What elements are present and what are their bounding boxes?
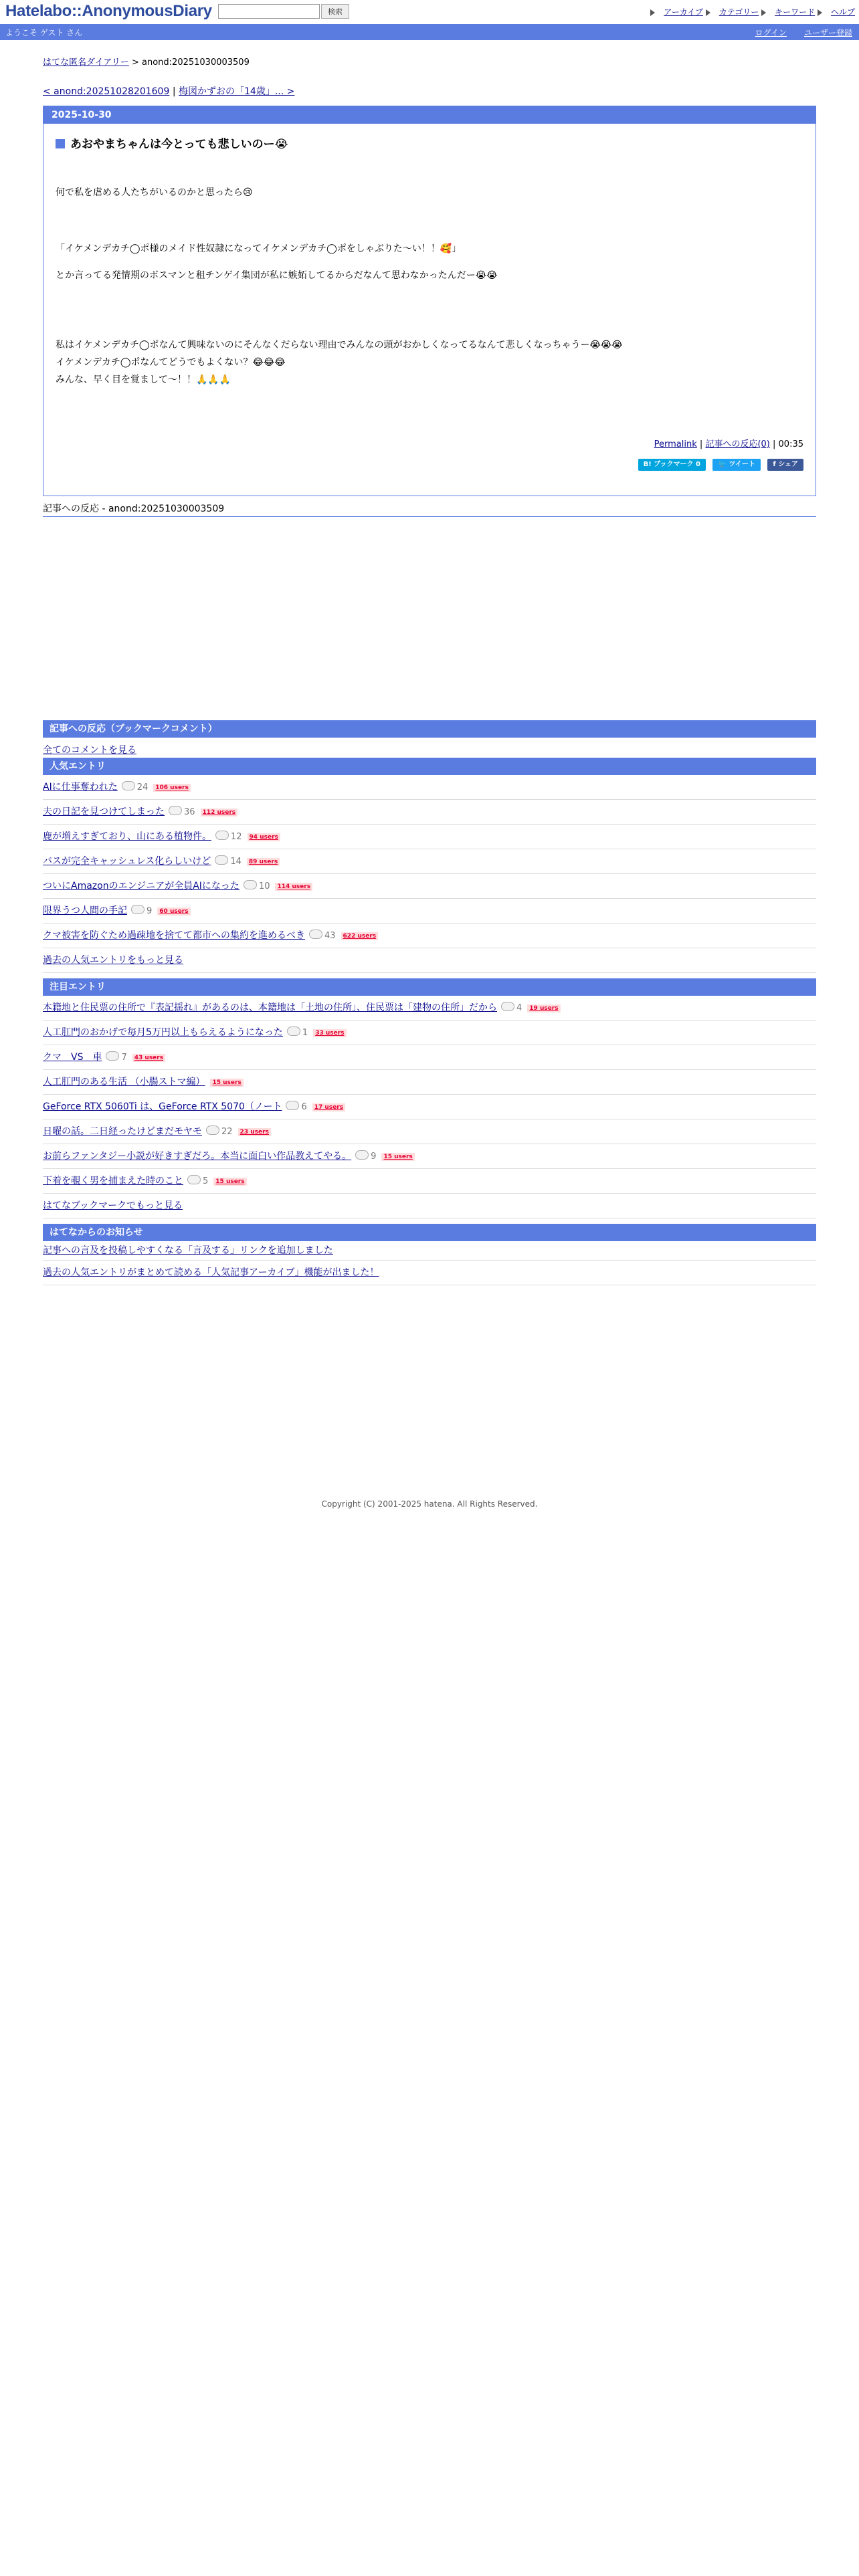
entry-link[interactable]: 限界うつ人間の手記 [43,905,127,916]
bookmark-users-badge[interactable]: 15 users [381,1153,414,1161]
comment-count: 7 [121,1053,127,1063]
entry-link[interactable]: 夫の日記を見つけてしまった [43,807,165,817]
comment-bubble-icon [286,1101,299,1110]
entry-row [43,800,816,825]
entry-link[interactable]: クマ VS 車 [43,1052,102,1063]
entry-line: みんな、早く目を覚まして〜！！🙏🙏🙏 [56,374,231,385]
comment-bubble-icon [122,781,135,790]
comment-count: 5 [203,1176,209,1186]
comment-bubble-icon [215,831,229,840]
nav-keyword-link[interactable]: キーワード [775,7,816,17]
entry-line: 何で私を虐める人たちがいるのかと思ったら😢 [56,187,253,198]
prev-entry-link[interactable]: < anond:20251028201609 [43,86,170,97]
entry-row [43,1045,816,1070]
welcome-bar [0,24,859,40]
hatena-bookmark-button[interactable]: B! ブックマーク 0 [638,459,706,471]
login-link[interactable]: ログイン [755,28,787,37]
main-content [43,55,816,1285]
entry-link[interactable]: ついにAmazonのエンジニアが全員AIになった [43,881,240,891]
breadcrumb-separator: > [128,58,142,68]
comment-count: 36 [184,807,195,817]
entry-link[interactable]: 本籍地と住民票の住所で『表記揺れ』があるのは、本籍地は「土地の住所」、住民票は「建物の住所」だから [43,1002,497,1013]
entry-link[interactable]: 下着を覗く男を捕まえた時のこと [43,1176,183,1186]
entry-link[interactable]: 人工肛門のある生活 （小腸ストマ編） [43,1077,205,1087]
reaction-header: 記事への反応 - anond:20251030003509 [43,502,816,517]
entry-link[interactable]: 日曜の話。二日経ったけどまだモヤモ [43,1126,202,1137]
entry-nav-separator: | [169,86,179,97]
breadcrumb-home-link[interactable]: はてな匿名ダイアリー [43,58,129,68]
entry-date: 2025-10-30 [43,106,816,124]
entry-row [43,899,816,924]
bookmark-users-badge[interactable]: 114 users [275,883,312,891]
breadcrumb [43,55,816,70]
search-input[interactable] [218,4,320,19]
comment-count: 1 [302,1028,308,1038]
bookmark-users-badge[interactable]: 17 users [312,1103,345,1111]
permalink-link[interactable]: Permalink [654,439,697,449]
site-logo[interactable]: Hatelabo::AnonymousDiary [5,2,212,20]
register-link[interactable]: ユーザー登録 [803,28,852,37]
twitter-bird-icon: 🐦 [718,461,729,468]
bookmark-users-badge[interactable]: 43 users [132,1054,165,1062]
entry-row [43,1119,816,1144]
nav-archive-link[interactable]: アーカイブ [664,7,703,17]
entry-row [43,1070,816,1095]
next-entry-link[interactable]: 梅図かずおの「14歳」... > [179,86,295,97]
bookmark-users-badge[interactable]: 15 users [210,1079,243,1087]
comment-count: 14 [230,857,242,867]
tweet-button[interactable] [712,459,760,471]
comment-count: 9 [371,1152,377,1162]
bookmark-users-badge[interactable]: 15 users [213,1178,246,1186]
entry-link[interactable]: GeForce RTX 5060Ti は、GeForce RTX 5070（ノート [43,1101,282,1112]
comment-bubble-icon [106,1051,119,1061]
square-bullet-icon [56,139,65,148]
news-row [43,1241,816,1261]
bookmark-users-badge[interactable]: 94 users [248,833,280,841]
entry-line: 私はイケメンデカチ◯ポなんて興味ないのにそんなくだらない理由でみんなの頭がおかしくなってるなんて悲しくなっちゃうー😭😭😭 [56,340,623,350]
popular-more-link[interactable]: 過去の人気エントリをもっと見る [43,955,183,966]
comment-count: 6 [301,1102,307,1112]
arrow-right-icon [761,9,766,16]
entry-nav [43,84,816,103]
facebook-share-button[interactable] [767,459,803,471]
entry-row [43,825,816,849]
hot-entries-list [43,996,816,1194]
welcome-text: ようこそ ゲスト さん [5,28,83,37]
entry-title-text: あおやまちゃんは今とっても悲しいのー😭 [70,138,288,151]
reaction-spacer [43,517,816,720]
bookmark-users-badge[interactable]: 106 users [153,784,191,792]
entry-row [43,924,816,948]
popular-entries-list [43,775,816,948]
popular-more-row [43,948,816,973]
comment-bubble-icon [187,1175,201,1184]
comment-bubble-icon [215,855,228,865]
entry-link[interactable]: AIに仕事奪われた [43,782,118,792]
comment-bubble-icon [501,1002,514,1011]
bookmark-comments-header: 記事への反応（ブックマークコメント） [43,720,816,738]
comment-count: 43 [324,931,336,941]
entry-line: とか言ってる発情期のボスマンと租チンゲイ集団が私に嫉妬してるからだなんて思わなかったんだー😭😭 [56,270,498,281]
breadcrumb-current: anond:20251030003509 [142,58,250,68]
arrow-right-icon [818,9,822,16]
share-buttons [634,458,803,471]
comment-bubble-icon [131,905,145,914]
entry-row [43,996,816,1021]
entry-link[interactable]: 人工肛門のおかげで毎月5万円以上もらえるようになった [43,1027,283,1038]
entry-body [43,124,816,496]
comment-bubble-icon [169,806,182,815]
tweet-button-label: ツイート [729,461,755,468]
entry-link[interactable]: バスが完全キャッシュレス化らしいけど [43,856,211,867]
comment-count: 22 [221,1127,233,1137]
comment-count: 4 [516,1003,522,1013]
comment-count: 24 [136,782,149,792]
diary-entry [43,106,816,496]
comment-count: 9 [147,906,153,916]
hot-more-link[interactable]: はてなブックマークでもっと見る [43,1200,183,1211]
nav-category-link[interactable]: カテゴリー [719,7,759,17]
nav-help-link[interactable]: ヘルプ [830,7,855,17]
comment-bubble-icon [355,1150,369,1160]
entry-link[interactable]: クマ被害を防ぐため過疎地を捨てて都市への集約を進めるべき [43,930,305,941]
all-comments-link[interactable]: 全てのコメントを見る [43,745,136,756]
reactions-link[interactable]: 記事への反応(0) [705,439,770,449]
arrow-right-icon [650,9,655,16]
comment-bubble-icon [244,880,257,889]
entry-title [56,134,803,151]
entry-row [43,849,816,874]
bookmark-users-badge[interactable]: 19 users [527,1004,560,1012]
comment-count: 10 [258,881,270,891]
hatena-news-header: はてなからのお知らせ [43,1224,816,1241]
news-link[interactable]: 記事への言及を投稿しやすくなる「言及する」リンクを追加しました [43,1245,333,1256]
bookmark-users-badge[interactable]: 622 users [341,932,379,940]
entry-row [43,1169,816,1194]
entry-link[interactable]: お前らファンタジー小説が好きすぎだろ。本当に面白い作品教えてやる。 [43,1151,352,1162]
all-comments-row [43,738,816,758]
entry-link[interactable]: 鹿が増えすぎており、山にある植物件。 [43,831,211,842]
facebook-icon: f [773,461,779,468]
comment-bubble-icon [287,1027,300,1036]
comment-bubble-icon [206,1125,219,1135]
entry-line: 「イケメンデカチ◯ポ様のメイド性奴隷になってイケメンデカチ◯ポをしゃぶりた〜い！！🥰」 [56,243,462,254]
entry-row [43,1021,816,1045]
arrow-right-icon [706,9,710,16]
entry-row [43,874,816,899]
entry-line: イケメンデカチ◯ポなんてどうでもよくない？😂😂😂 [56,357,286,368]
copyright: Copyright (C) 2001-2025 hatena. All Rights Reserved. [321,1499,538,1509]
entry-footer: Permalink | 記事への反応(0) | 00:35 [654,439,803,449]
hot-entries-header: 注目エントリ [43,978,816,996]
popular-entries-header: 人気エントリ [43,758,816,775]
entry-time: 00:35 [778,439,803,449]
entry-row [43,1144,816,1169]
comment-bubble-icon [309,930,322,939]
facebook-share-label: シェア [778,461,798,468]
top-nav [650,6,855,17]
top-header [0,0,859,24]
entry-row [43,775,816,800]
comment-count: 12 [231,832,242,842]
search-button[interactable]: 検索 [321,4,349,19]
bookmark-users-badge[interactable]: 89 users [247,858,280,866]
bookmark-users-badge[interactable]: 33 users [313,1029,346,1037]
bookmark-users-badge[interactable]: 60 users [157,907,190,916]
news-link[interactable]: 過去の人気エントリがまとめて読める「人気記事アーカイブ」機能が出ました！ [43,1267,379,1278]
hot-more-row [43,1194,816,1218]
entry-row [43,1095,816,1119]
bookmark-users-badge[interactable]: 112 users [201,809,238,817]
news-row [43,1261,816,1285]
bookmark-users-badge[interactable]: 23 users [238,1128,271,1136]
